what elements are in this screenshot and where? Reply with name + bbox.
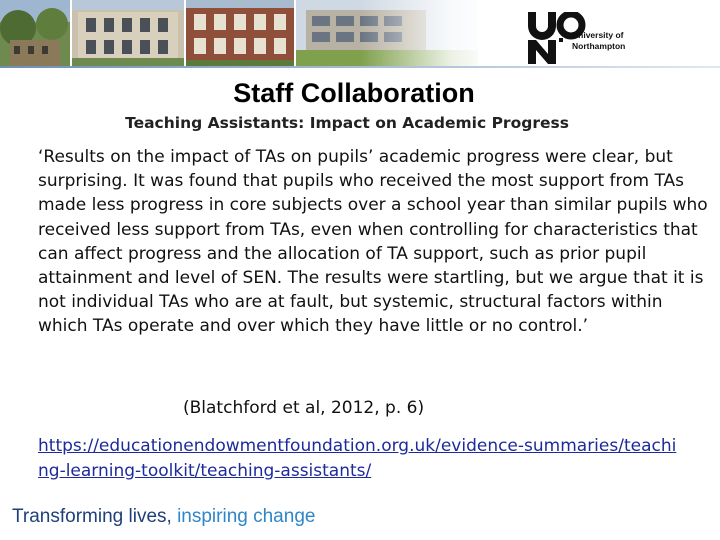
slide-title: Staff Collaboration xyxy=(233,78,475,108)
tagline-primary: Transforming lives, xyxy=(12,506,172,527)
banner-divider xyxy=(0,66,720,68)
header-banner xyxy=(0,0,720,68)
footer-tagline xyxy=(12,506,315,528)
slide-subtitle: Teaching Assistants: Impact on Academic Progress xyxy=(125,114,569,132)
university-name: University of Northampton xyxy=(572,30,626,51)
tagline-accent: inspiring change xyxy=(177,506,316,527)
research-quote: ‘Results on the impact of TAs on pupils’ academic progress were clear, but surprising. It was found that pupils who received the most support from TAs made less progress in core subjects over a school year than similar pupils who received less support from TAs, even when controlling for characteristics that can affect progress and the allocation of TA support, such as prior pupil attainment and level of SEN. The results were startling, but we argue that it is not individual TAs who are at fault, but systemic, structural factors within which TAs operate and over which they have little or no control.’ xyxy=(38,147,708,337)
eef-toolkit-link[interactable]: https://educationendowmentfoundation.org.uk/evidence-summaries/teaching-learning-toolkit/teaching-assistants/ xyxy=(38,436,677,481)
citation: (Blatchford et al, 2012, p. 6) xyxy=(183,398,425,418)
banner-fade xyxy=(360,0,490,68)
